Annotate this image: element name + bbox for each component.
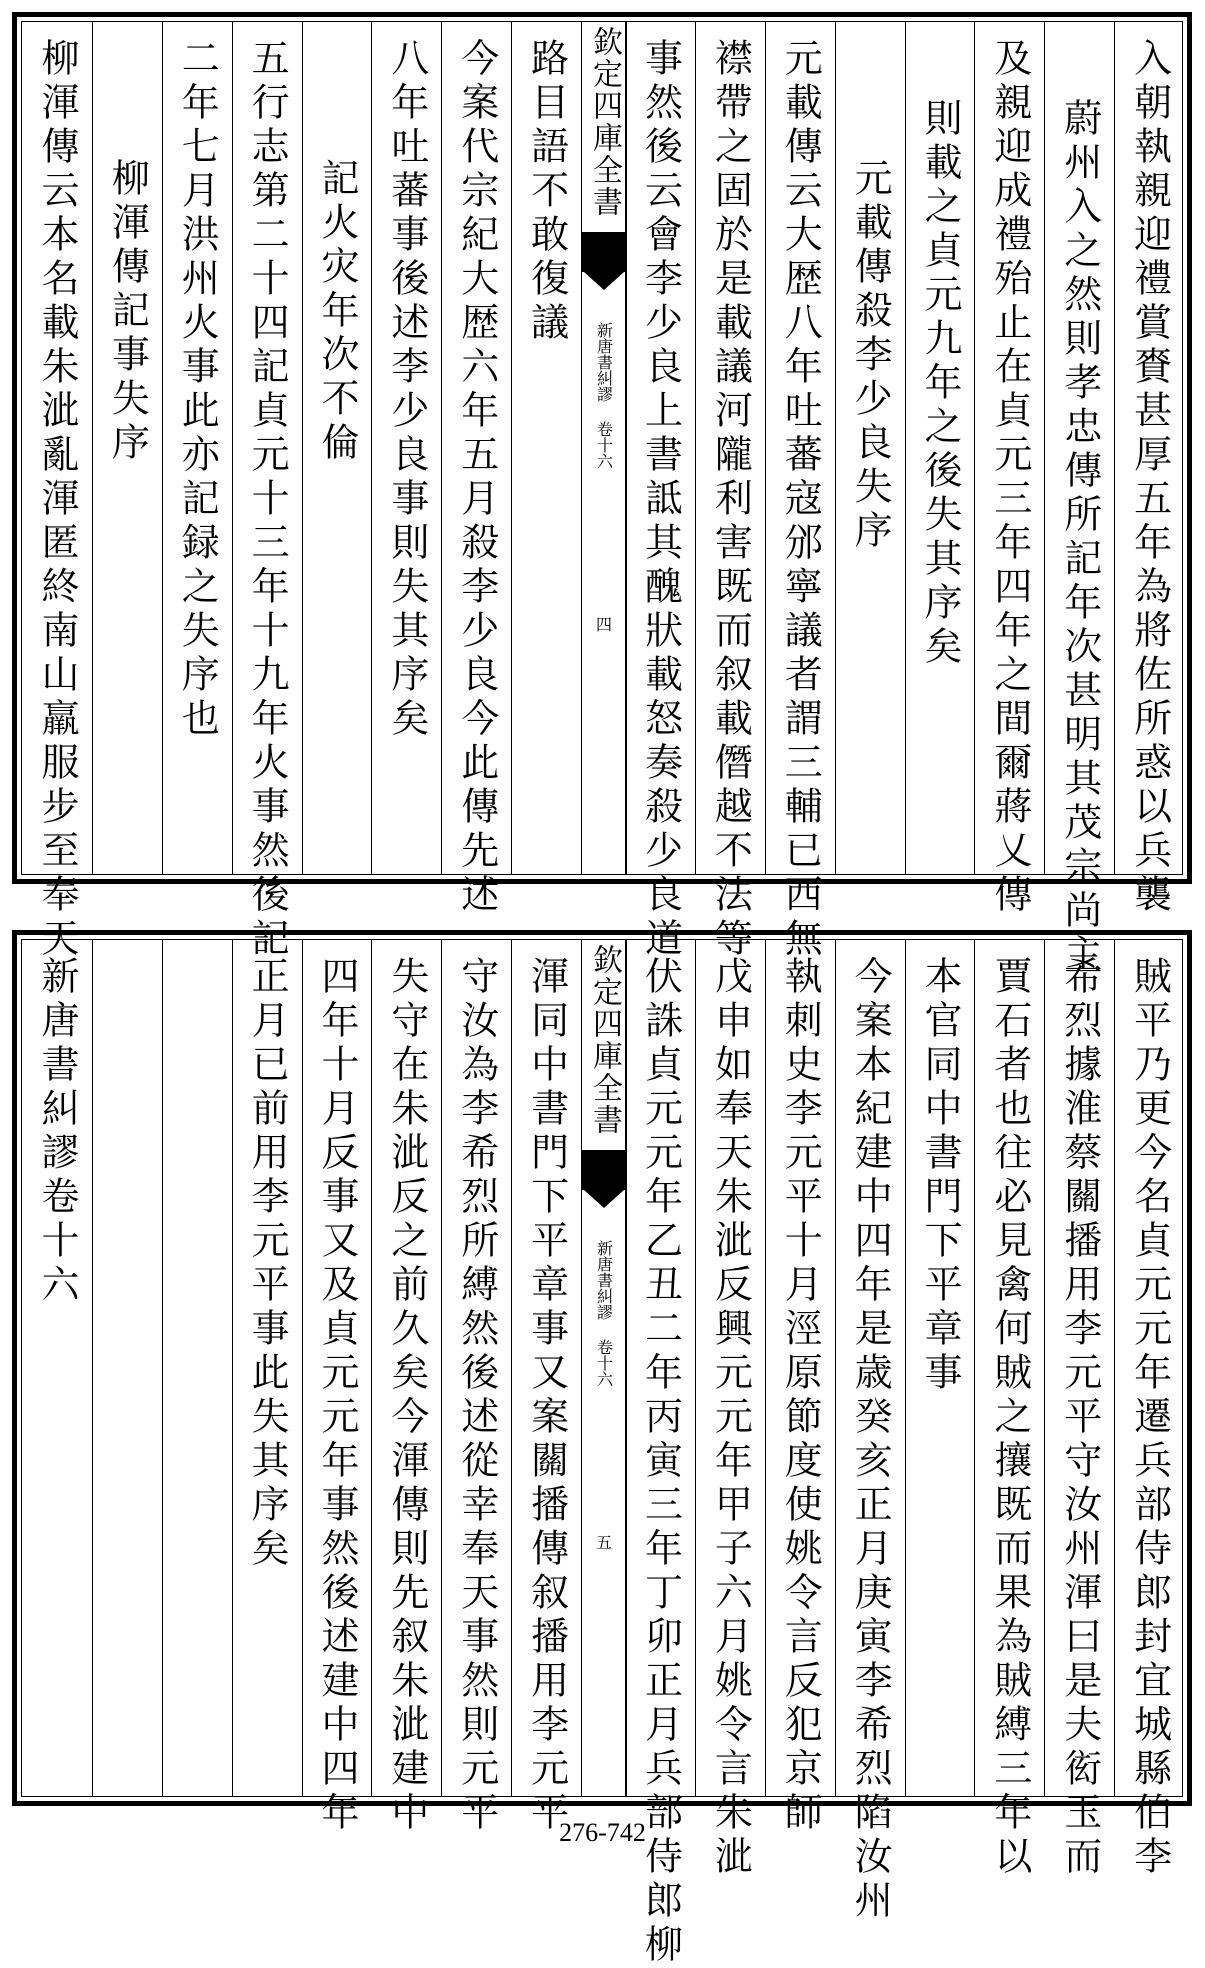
bottom-column-text: 執刺史李元平十月涇原節度使姚令言反犯京師 bbox=[778, 956, 823, 1836]
top-center-fold bbox=[581, 22, 627, 874]
top-column-text: 及親迎成禮殆止在貞元三年四年之間爾蔣乂傳 bbox=[987, 38, 1032, 918]
top-column-text: 襟帶之固於是載議河隴利害既而叙載僭越不法等 bbox=[708, 38, 753, 962]
bottom-column-text: 失守在朱泚反之前久矣今渾傳則先叙朱泚建中 bbox=[384, 956, 429, 1836]
top-center-subtitle: 新唐書糾謬 卷十六 bbox=[594, 322, 614, 469]
top-text-column bbox=[441, 22, 511, 918]
bottom-column-text: 正月已前用李元平事此失其序矣 bbox=[245, 956, 290, 1572]
bottom-text-column bbox=[511, 940, 581, 1836]
top-text-column bbox=[302, 22, 372, 874]
top-column-text: 柳渾傳記事失序 bbox=[105, 158, 150, 466]
top-text-column bbox=[905, 22, 975, 874]
bottom-text-column bbox=[302, 940, 372, 1836]
bottom-column-text: 伏誅貞元元年乙丑二年丙寅三年丁卯正月兵部侍郎柳 bbox=[638, 956, 683, 1968]
top-column-text: 則載之貞元九年之後失其序矣 bbox=[917, 98, 962, 670]
bottom-column-text: 四年十月反事又及貞元元年事然後述建中四年 bbox=[314, 956, 359, 1836]
top-column-text: 五行志第二十四記貞元十三年十九年火事然後記 bbox=[245, 38, 290, 962]
bottom-text-column bbox=[371, 940, 441, 1836]
top-column-text: 入朝執親迎禮賞賚甚厚五年為將佐所惑以兵襲 bbox=[1127, 38, 1172, 918]
bottom-column-text: 賈石者也往必見禽何賊之攘既而果為賊縛三年以 bbox=[987, 956, 1032, 1880]
bottom-text-column bbox=[695, 940, 765, 1880]
top-fishtail-mark bbox=[582, 232, 626, 272]
bottom-center-fold bbox=[581, 940, 627, 1796]
top-column-text: 元載傳殺李少良失序 bbox=[848, 158, 893, 554]
bottom-folio-number: 五 bbox=[595, 1533, 613, 1552]
bottom-text-column bbox=[22, 940, 92, 1796]
bottom-text-column bbox=[441, 940, 511, 1836]
top-text-column bbox=[835, 22, 905, 874]
bottom-column-text: 守汝為李希烈所縛然後述從幸奉天事然則元平 bbox=[454, 956, 499, 1836]
top-center-title: 欽定四庫全書 bbox=[587, 26, 622, 218]
top-column-text: 記火灾年次不倫 bbox=[314, 158, 359, 466]
top-column-text: 八年吐蕃事後述李少良事則失其序矣 bbox=[384, 38, 429, 742]
top-text-column bbox=[1114, 22, 1184, 918]
top-column-text: 柳渾傳云本名載朱泚亂渾匿終南山羸服步至奉天 bbox=[34, 38, 79, 962]
bottom-text-column bbox=[1044, 940, 1114, 1880]
bottom-column-text: 賊平乃更今名貞元元年遷兵部侍郎封宜城縣伯李 bbox=[1127, 956, 1172, 1880]
bottom-column-text: 本官同中書門下平章事 bbox=[917, 956, 962, 1396]
bottom-column-text: 戊申如奉天朱泚反興元元年甲子六月姚令言朱泚 bbox=[708, 956, 753, 1880]
bottom-text-column bbox=[1114, 940, 1184, 1880]
top-text-column bbox=[695, 22, 765, 962]
bottom-text-column bbox=[92, 940, 162, 1796]
bottom-text-column bbox=[974, 940, 1044, 1880]
bottom-center-title: 欽定四庫全書 bbox=[587, 944, 622, 1136]
top-column-text: 今案代宗紀大歴六年五月殺李少良今此傳先述 bbox=[454, 38, 499, 918]
bottom-text-column bbox=[905, 940, 975, 1796]
bottom-center-subtitle: 新唐書糾謬 卷十六 bbox=[594, 1240, 614, 1387]
top-text-column bbox=[92, 22, 162, 874]
top-page bbox=[12, 12, 1192, 978]
top-text-column bbox=[974, 22, 1044, 918]
top-text-column bbox=[371, 22, 441, 874]
top-folio-number: 四 bbox=[595, 615, 613, 634]
top-text-column bbox=[511, 22, 581, 874]
top-column-text: 事然後云會李少良上書詆其醜狀載怒奏殺少良道 bbox=[638, 38, 683, 962]
top-column-text: 元載傳云大歴八年吐蕃寇邠寧議者謂三輔已西無 bbox=[778, 38, 823, 962]
bottom-column-text: 今案本紀建中四年是歳癸亥正月庚寅李希烈陷汝州 bbox=[848, 956, 893, 1924]
top-text-column bbox=[232, 22, 302, 962]
bottom-column-text: 希烈據淮蔡關播用李元平守汝州渾曰是夫衒玉而 bbox=[1057, 956, 1102, 1880]
bottom-text-column bbox=[162, 940, 232, 1796]
top-text-column bbox=[1044, 22, 1114, 978]
top-text-column bbox=[22, 22, 92, 962]
bottom-text-column bbox=[765, 940, 835, 1836]
page-number-footer: 276-742 bbox=[559, 1818, 646, 1847]
bottom-text-column bbox=[232, 940, 302, 1796]
bottom-column-text: 新唐書糾謬卷十六 bbox=[34, 956, 79, 1308]
top-text-column bbox=[765, 22, 835, 962]
top-text-column bbox=[162, 22, 232, 874]
top-column-text: 路目語不敢復議 bbox=[524, 38, 569, 346]
bottom-text-column bbox=[625, 940, 695, 1968]
bottom-column-text: 渾同中書門下平章事又案關播傳叙播用李元平 bbox=[524, 956, 569, 1836]
top-text-column bbox=[625, 22, 695, 962]
bottom-text-column bbox=[835, 940, 905, 1924]
bottom-fishtail-mark bbox=[582, 1150, 626, 1190]
top-column-text: 蔚州入之然則孝忠傳所記年次甚明其茂宗尚主 bbox=[1057, 98, 1102, 978]
top-page-columns bbox=[21, 21, 1183, 978]
top-column-text: 二年七月洪州火事此亦記録之失序也 bbox=[175, 38, 220, 742]
